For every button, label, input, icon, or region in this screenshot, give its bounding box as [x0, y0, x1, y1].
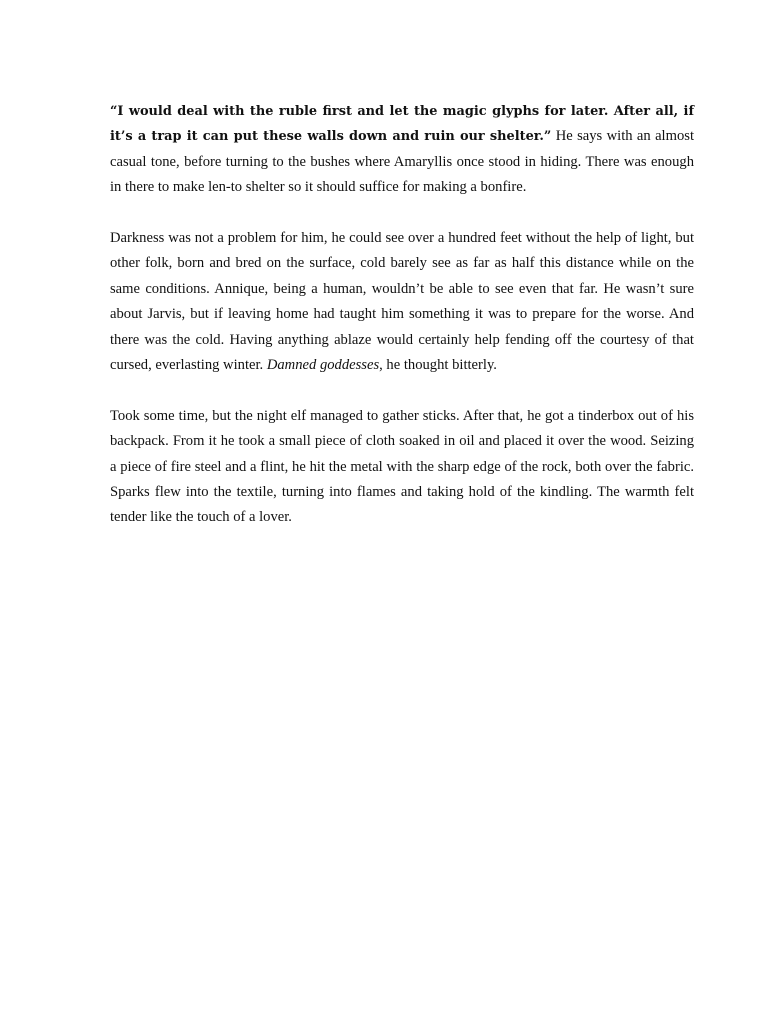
dialogue-quote: “I would deal with the ruble first and let the magic glyphs for later. After all, if it’s a trap it can put these walls down and ruin our shelter.”	[110, 104, 694, 145]
paragraph-2-text: Darkness was not a problem for him, he could see over a hundred feet without the help of light, but other folk, born and bred on the surface, cold barely see as far as half this distance while on the same conditions. Annique, being a human, wouldn’t be able to see even that far. He wasn’t sure about Jarvis, but if leaving home had taught him something it was to prepare for the worse. And there was the cold. Having anything ablaze would certainly help fending off the courtesy of that cursed, everlasting winter.	[110, 230, 694, 374]
paragraph-3	[110, 404, 694, 531]
paragraph-3-text: Took some time, but the night elf managed to gather sticks. After that, he got a tinderbox out of his backpack. From it he took a small piece of cloth soaked in oil and placed it over the wood. Seizing a piece of fire steel and a flint, he hit the metal with the sharp edge of the rock, both over the fabric. Sparks flew into the textile, turning into flames and taking hold of the kindling. The warmth felt tender like the touch of a lover.	[110, 407, 694, 526]
paragraph-1	[110, 99, 694, 201]
paragraph-2-text-end: , he thought bitterly.	[379, 357, 497, 374]
paragraph-2-emphasis: Damned goddesses	[266, 357, 380, 374]
paragraph-1-text: He says with an almost casual tone, before turning to the bushes where Amaryllis once stood in hiding. There was enough in there to make len-to shelter so it should suffice for making a bonfire.	[110, 128, 694, 196]
document-body	[110, 99, 694, 556]
paragraph-2	[110, 226, 694, 378]
